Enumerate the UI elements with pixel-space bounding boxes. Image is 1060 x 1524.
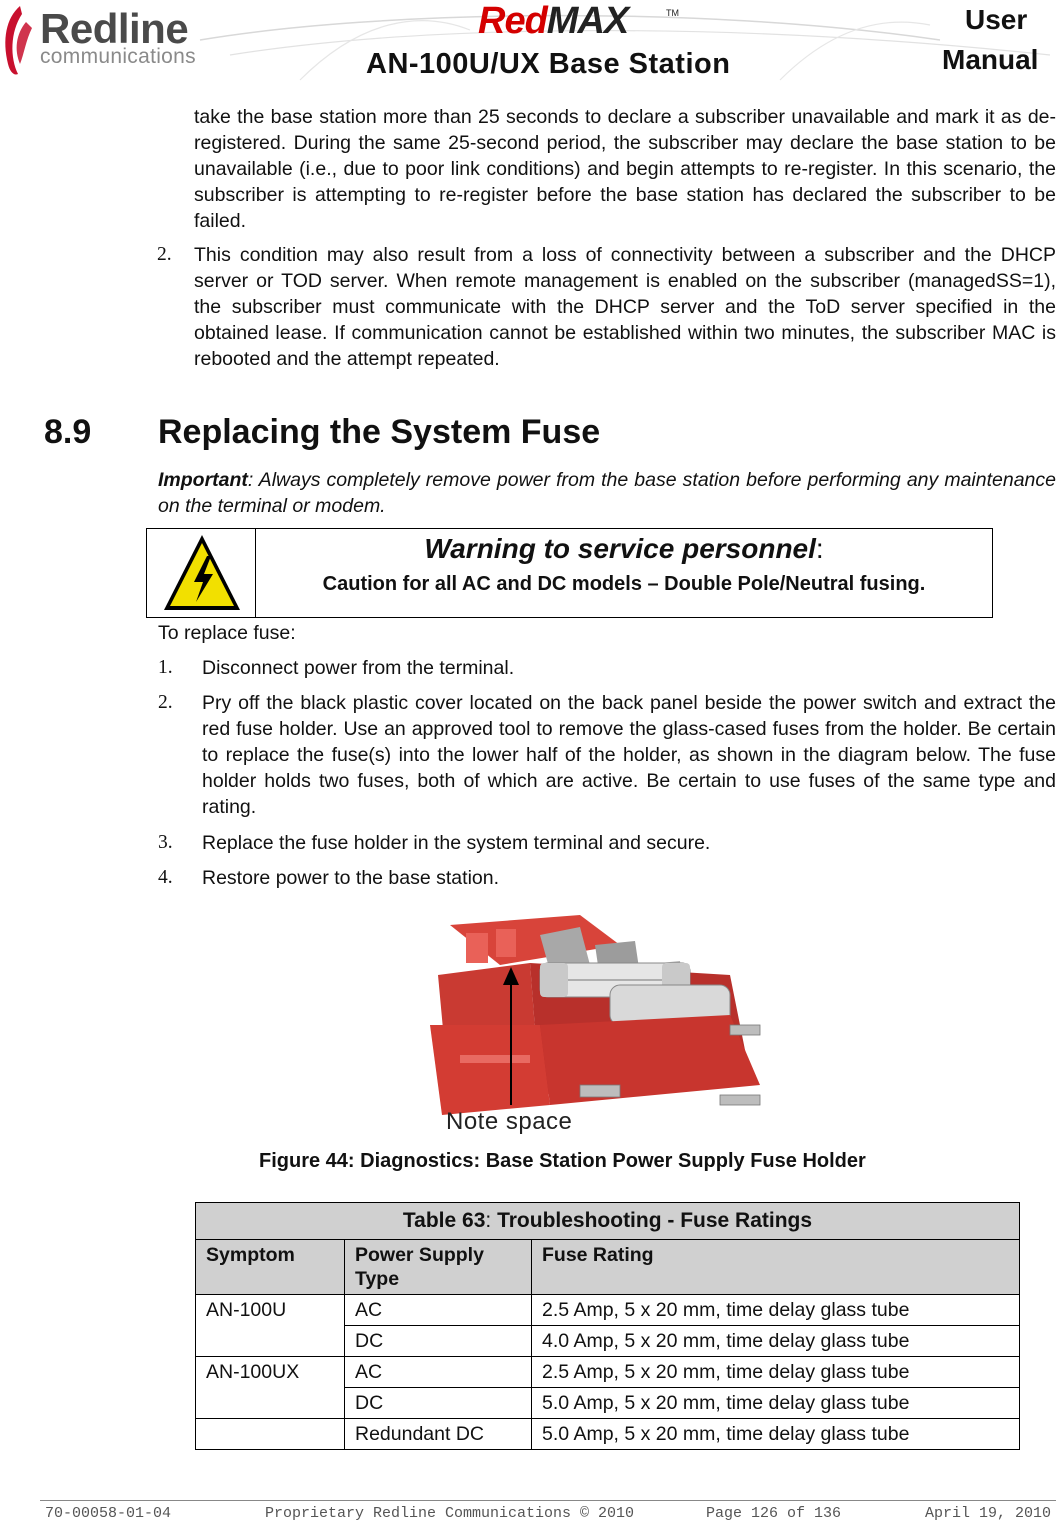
step-text: Replace the fuse holder in the system terminal and secure. (202, 832, 711, 854)
procedure-intro: To replace fuse: (158, 622, 296, 644)
redmax-brand (478, 0, 628, 43)
section-title: Replacing the System Fuse (158, 413, 601, 451)
step-text: Restore power to the base station. (202, 867, 500, 889)
table-caption-separator: : (485, 1209, 492, 1232)
footer-date: April 19, 2010 (925, 1505, 1052, 1522)
type-cell: AC (345, 1295, 532, 1326)
footer-divider (40, 1500, 1056, 1501)
table-row (196, 1357, 1020, 1388)
step-number: 4. (158, 867, 173, 888)
type-cell: Redundant DC (345, 1419, 532, 1450)
logo-wordmark: Redline (40, 5, 189, 52)
table-caption-row (196, 1203, 1020, 1240)
column-header-symptom: Symptom (196, 1240, 345, 1295)
doc-type-manual: Manual (942, 44, 1039, 75)
doc-type-user: User (965, 4, 1028, 35)
figure-caption: Figure 44: Diagnostics: Base Station Power Supply Fuse Holder (259, 1150, 866, 1172)
rating-cell: 2.5 Amp, 5 x 20 mm, time delay glass tube (532, 1295, 1020, 1326)
symptom-cell (196, 1419, 345, 1450)
rating-cell: 5.0 Amp, 5 x 20 mm, time delay glass tube (532, 1388, 1020, 1419)
figure-annotation: Note space (446, 1108, 573, 1135)
section-number: 8.9 (44, 413, 92, 451)
table-caption-title: Troubleshooting - Fuse Ratings (491, 1209, 813, 1232)
step-number: 3. (158, 832, 173, 853)
rating-cell: 4.0 Amp, 5 x 20 mm, time delay glass tube (532, 1326, 1020, 1357)
table-header-row (196, 1240, 1020, 1295)
symptom-cell: AN-100U (196, 1295, 345, 1357)
table-caption-prefix: Table 63 (402, 1209, 486, 1232)
rating-cell: 5.0 Amp, 5 x 20 mm, time delay glass tube (532, 1419, 1020, 1450)
warning-title-text: Warning to service personnel (424, 533, 816, 564)
intro-paragraph: take the base station more than 25 seconds to declare a subscriber unavailable and mark it as de-registered. During the same 25-second period, the subscriber may declare the base station to be unavailable (i.e., due to poor link conditions) and begin attempts to re-register. In this scenario, the subscriber is attempting to re-register before the base station has declared the subscriber to be failed. (194, 106, 1056, 232)
warning-box (146, 528, 993, 618)
brand-red-text: Red (478, 0, 547, 42)
note-number: 2. (157, 244, 172, 265)
rating-cell: 2.5 Amp, 5 x 20 mm, time delay glass tube (532, 1357, 1020, 1388)
column-header-type: Power Supply Type (345, 1240, 532, 1295)
type-cell: AC (345, 1357, 532, 1388)
warning-body: Caution for all AC and DC models – Double Pole/Neutral fusing. (322, 573, 926, 595)
logo-subtitle: communications (40, 45, 196, 68)
fuse-ratings-table (195, 1202, 1020, 1450)
footer-page-number: Page 126 of 136 (706, 1505, 842, 1522)
note-paragraph: This condition may also result from a loss of connectivity between a subscriber and the DHCP server or TOD server. When remote management is enabled on the subscriber (managedSS=1), the subscriber must communicate with the DHCP server and the ToD server specified in the obtained lease. If communication cannot be established within two minutes, the subscriber MAC is rebooted and the attempt repeated. (194, 244, 1056, 370)
fuse-holder-illustration (430, 905, 775, 1140)
footer-copyright: Proprietary Redline Communications © 2010 (265, 1505, 635, 1522)
warning-title (256, 533, 992, 565)
redline-logo (0, 2, 205, 78)
high-voltage-warning-icon (161, 532, 243, 614)
footer-doc-number: 70-00058-01-04 (45, 1505, 172, 1522)
step-text: Pry off the black plastic cover located on the back panel beside the power switch and extract the red fuse holder. Use an approved tool to remove the glass-cased fuses from the holder. Be certain to replace the fuse(s) into the lower half of the holder, as shown in the diagram below. The fuse holder holds two fuses, both of which are active. Be certain to use fuses of the same type and rating. (202, 692, 1056, 818)
type-cell: DC (345, 1388, 532, 1419)
step-number: 2. (158, 692, 173, 713)
table-row (196, 1419, 1020, 1450)
symptom-cell: AN-100UX (196, 1357, 345, 1419)
column-header-rating: Fuse Rating (532, 1240, 1020, 1295)
warning-title-colon: : (815, 533, 824, 564)
table-row (196, 1295, 1020, 1326)
step-text: Disconnect power from the terminal. (202, 657, 515, 679)
important-label: Important (158, 469, 248, 491)
redline-logo-mark-icon (0, 2, 40, 78)
page-header (0, 0, 1060, 90)
table-caption (196, 1203, 1020, 1240)
type-cell: DC (345, 1326, 532, 1357)
step-number: 1. (158, 657, 173, 678)
trademark-mark: TM (666, 8, 679, 18)
important-notice (158, 467, 1056, 519)
important-text: : Always completely remove power from the base station before performing any maintenance on the terminal or modem. (158, 469, 1056, 517)
product-title: AN-100U/UX Base Station (366, 48, 731, 80)
brand-max-text: MAX (546, 0, 629, 42)
